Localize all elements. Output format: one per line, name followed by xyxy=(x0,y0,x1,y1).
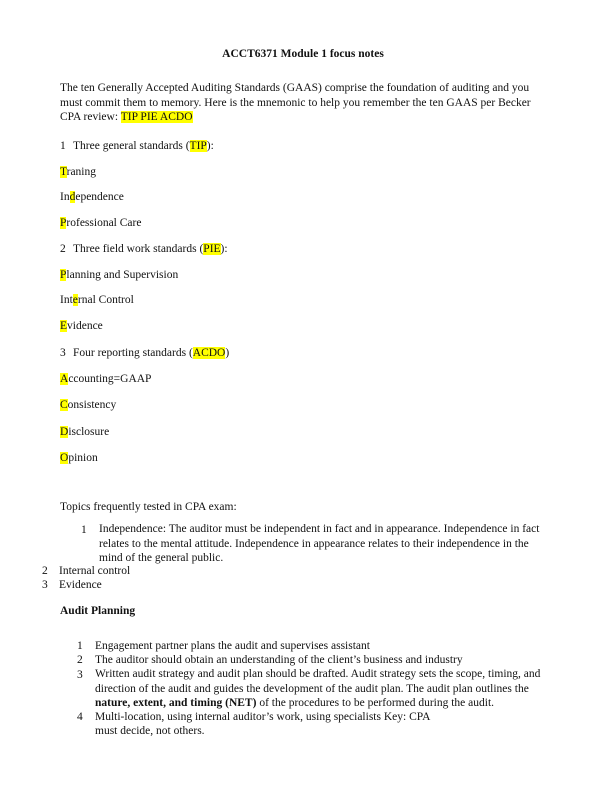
acronym-acdo: ACDO xyxy=(192,347,226,359)
audit-item: Engagement partner plans the audit and supervises assistant xyxy=(95,640,370,652)
list-item: Planning and Supervision xyxy=(60,269,179,281)
topic-item-independence: Independence: The auditor must be independent in fact and in appearance. Independence in fact relates to the mental attitude. Independence in appearance relates to their independence in the mind of the general public. xyxy=(99,523,540,564)
topic-item-evidence: 3 Evidence xyxy=(42,579,102,591)
acronym-pie: PIE xyxy=(203,243,221,255)
intro-paragraph xyxy=(60,81,550,125)
list-item: Professional Care xyxy=(60,217,142,229)
audit-item: The auditor should obtain an understanding of the client’s business and industry xyxy=(95,654,463,666)
audit-item-number: 2 xyxy=(77,654,83,666)
acronym-tip: TIP xyxy=(189,140,207,152)
topics-heading: Topics frequently tested in CPA exam: xyxy=(60,501,237,513)
list-item: Disclosure xyxy=(60,426,110,438)
list-item: Consistency xyxy=(60,399,117,411)
list-item: Evidence xyxy=(60,320,103,332)
page-title: ACCT6371 Module 1 focus notes xyxy=(222,48,384,60)
list-item: Accounting=GAAP xyxy=(60,373,152,385)
section-heading-general: 1 Three general standards (TIP): xyxy=(60,140,214,152)
topic-number: 1 xyxy=(81,524,87,536)
audit-item-continuation: must decide, not others. xyxy=(95,725,205,737)
audit-item-number: 1 xyxy=(77,640,83,652)
audit-item-number: 4 xyxy=(77,711,83,723)
net-bold: nature, extent, and timing (NET) xyxy=(95,697,257,709)
list-item: Opinion xyxy=(60,452,98,464)
list-item: Internal Control xyxy=(60,294,134,306)
list-item: Traning xyxy=(60,166,97,178)
audit-planning-heading: Audit Planning xyxy=(60,605,136,617)
section-heading-reporting: 3 Four reporting standards (ACDO) xyxy=(60,347,230,359)
list-item: Independence xyxy=(60,191,124,203)
audit-item-number: 3 xyxy=(77,669,83,681)
section-heading-fieldwork: 2 Three field work standards (PIE): xyxy=(60,243,228,255)
mnemonic-highlight: TIP PIE ACDO xyxy=(120,111,193,123)
audit-item: Multi-location, using internal auditor’s work, using specialists Key: CPA xyxy=(95,711,431,723)
audit-item-strategy: Written audit strategy and audit plan should be drafted. Audit strategy sets the scope, timing, and direction of the audit and guides the development of the audit plan. The audit plan outlines the nature, extent, and timing (NET) of the procedures to be performed during the audit. xyxy=(95,668,541,709)
intro-text: The ten Generally Accepted Auditing Standards (GAAS) comprise the foundation of auditing and you must commit them to memory. Here is the mnemonic to help you remember the ten GAAS per Becker CPA review: xyxy=(60,82,531,123)
topic-item-internal-control: 2 Internal control xyxy=(42,565,131,577)
